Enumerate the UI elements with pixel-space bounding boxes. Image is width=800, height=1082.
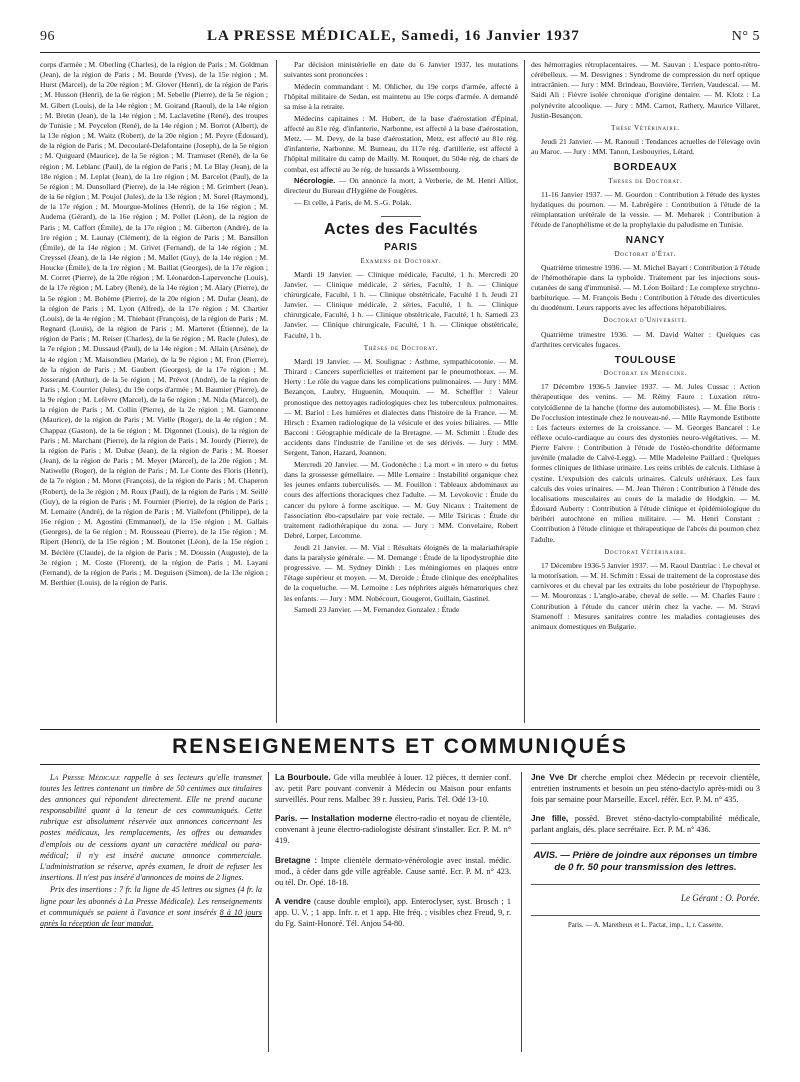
subheading-nancy: Doctorat d'État. [614, 250, 677, 258]
column-facultes [531, 60, 760, 723]
journal-title: LA PRESSE MÉDICALE, Samedi, 16 Janvier 1937 [207, 28, 580, 44]
ad-text: Impte clientèle dermato-vénérologie avec instal. médic. mod., à céder dans gde ville agréable. Cause santé. Ecr. P. M. n° 423. ou tél. Dr. Opé. 18-18. [275, 855, 511, 887]
section-rule [40, 764, 760, 765]
examens-text: Mardi 19 Janvier. — Clinique médicale, Faculté, 1 h. Mercredi 20 Janvier. — Clinique médicale, 2 séries, Faculté, 1 h. — Clinique chirurgicale, Faculté, 1 h. — Clinique obstétricale, Faculté 1 h. Jeudi 21 Janvier. — Clinique médicale, 2 séries, Faculté, 1 h. — Clinique chirurgicale, Faculté, 1 h. — Clinique obstétricale, Faculté, 1 h. Samedi 23 Janvier. — Clinique chirurgicale, Faculté, 1 h. — Clinique obstétricale, Faculté, 1 h. [284, 269, 518, 340]
nancy-text-2: Quatrième trimestre 1936. — M. David Walter : Quelques cas d'arthrites cervicales fugaces. [531, 329, 760, 349]
separator [381, 216, 421, 217]
ad-text: électro-radio et noyau de clientèle, convenant à jeune électro-radiologiste désirant s'installer. Ecr. P. M. n° 419. [275, 814, 511, 846]
vet-text: Jeudi 21 Janvier. — M. Ranouil : Tendances actuelles de l'élevage ovin au Maroc. — Jury : MM. Tanon, Lesbouyries, Létard. [531, 137, 760, 157]
subheading-toulouse-2: Doctorat Vétérinaire. [604, 548, 687, 556]
issue-number: N° 5 [731, 29, 760, 44]
ad-label: Jne Vve Dr [531, 773, 578, 782]
promotions-text: corps d'armée ; M. Oberling (Charles), de la région de Paris ; M. Goldman (Jean), de la région de Paris ; M. Bourde (Yves), de la 15e région ; M. Hurst (Marcel), de la 20e région ; M. Glover (Henri), de la région de Paris ; M. Husson (Henri), de la 6e région ; M. Sebelle (Pierre), de la 5e région ; M. Gibert (Louis), de la 14e région ; M. Goirand (Raoul), de la 14e région ; M. Bretin (Jean), de la 14e région ; M. Laclavetine (René), des troupes de Tunisie ; M. Peycelon (René), de la 14e région ; M. Borrot (Albert), de la 13e région ; M. Waitz (Robert), de la 20e région ; M. Peyre (Édouard), de la région de Paris ; M. Decoularé-Delafontaine (Joseph), de la 5e région ; M. Quiguard (Maurice), de la 5e région ; M. Tramuset (René), de la 6e région ; M. Leblanc (Paul), de la région de Paris ; M. Le Blay (Jean), de la 18e région ; M. Leplat (Jean), de la 1re région ; M. Barcelot (Paul), de la 5e région ; M. Dunsollard (Pierre), de la 14e région ; M. Grimbert (Jean), de la 6e région ; M. Poujol (Jules), de la 13e région ; M. Sorel (Raymond), de la 17e région ; M. Mourgue-Molines (Henri), de la 16e région ; M. Audema (Gérard), de la 16e région ; M. Pollet (Léon), de la région de Paris ; M. Caffort (Émile), de la 17e région ; M. Giberton (André), de la 1re région ; M. Launay (Clément), de la région de Paris ; M. Bansillon (Émile), de la 14e région ; M. Grivet (Fernand), de la 14e région ; M. Creyssel (Jean), de la 14e région ; M. Mallet (Guy), de la 14e région ; M. Houcke (Émile), de la 1re région ; M. Baillat (Georges), de la 17e région ; M. Corret (Pierre), de la 20e région ; M. Léonardon-Lapervenche (Louis), de la 17e région ; M. Labry (René), de la 14e région ; M. Alary (Pierre), de la 5e région ; M. Bohème (Pierre), de la 20e région ; M. Dufar (Jean), de la région de Paris ; M. Lyon (Alfred), de la 17e région ; M. Chartier (Louis), de la 4e région ; M. Thiebaut (François), de la région de Paris ; M. Regnard (Louis), de la région de Paris ; M. Marteret (Étienne), de la région de Paris ; M. Reiser (Charles), de la 6e région ; M. Racle (Jules), de la 7e région ; M. Dussaud (Paul), de la 14e région ; M. Allain (Arsène), de la 4e région ; M. Maisondieu (Marie), de la 9e région ; M. Fron (Pierre), de la région de Paris ; M. Gaubert (Georges), de la 17e région ; M. Josserand (Arthur), de la 5e région ; M. Prévot (André), de la région de Paris ; M. Courrier (Jules), du 19e corps d'armée ; M. Baumier (Pierre), de la 9e région ; M. Lefèvre (Marcel), de la 6e région ; M. Nida (Marcel), de la région de Paris ; M. Collin (Pierre), de la 2e région ; M. Gamonne (Maurice), de la région de Paris ; M. Vielle (Roger), de la 4e région ; M. Chappaz (Gaston), de la 6e région ; M. Digonnet (Louis), de la région de Paris ; M. Marchant (Pierre), de la région de Paris ; M. Jourdy (Pierre), de la région de Paris ; M. Dubar (Jean), de la région de Paris ; M. Roeser (Jean), de la région de Paris ; M. Meyer (Marcel), de la 20e région ; M. Natiwelle (Roger), de la région de Paris ; M. Le Conte des Floris (Henri), de la 7e région ; M. Moret (François), de la région de Paris ; M. Chaperon (Robert), de la 3e région ; M. Roux (Paul), de la région de Paris ; M. Seillé (Guy), de la région de Paris ; M. Fournier (Pierre), de la région de Paris ; M. Lemaire (André), de la région de Paris ; M. Viallefont (Philippe), de la 16e région ; M. Agostini (Emmanuel), de la 15e région ; M. Gallais (Georges), de la 6e région ; M. Rousseau (Pierre), de la 15e région ; M. Ripert (Henri), de la 15e région ; M. Boutonet (Léon), de la 15e région ; M. Béclère (Claude), de la région de Paris ; M. Doussin (Auguste), de la 3e région ; M. Coste (Florent), de la région de Paris ; M. Layani (Fernand), de la région de Paris ; M. Deguison (Simon), de la 13e région ; M. Berthier (Louis), de la région de Paris. [40, 60, 268, 587]
theses-text-1: Mardi 19 Janvier. — M. Soulignac : Asthme, sympathicotonie. — M. Thirard : Cancers superficielles et traitement par le pneumothorax. — M. Herty : Le rôle du vague dans les complications pulmonaires. — Jury : MM. Bezançon, Laubry, Huguenin, Mouquin. — M. Scheffler : Valeur pronostique des nettoyages radiologiques chez les tuberculeux pulmonaires. — M. Bariol : Les lumières et dialectes dans l'histoire de la France. — M. Hirsch : Examen radiologique de la vésicule et des voies biliaires. — Mlle Bacconi : Géographie médicale de la Bretagne. — M. Schmitt : Étude des accidents dans l'industrie de l'aniline et de ses dérivés. — Jury : MM. Sergent, Tanon, Hazard, Joannon. [284, 356, 518, 458]
ad-label: Jne fille, [531, 814, 569, 824]
city-bordeaux: BORDEAUX [613, 162, 678, 174]
notice-column [40, 772, 262, 1052]
ad-label: Bretagne : [275, 855, 318, 865]
theses-text-4: Samedi 23 Janvier. — M. Fernandez Gonzalez : Étude [294, 605, 460, 615]
column-divider [268, 772, 269, 1052]
theses-text-3: Jeudi 21 Janvier. — M. Vial : Résultats éloignés de la malariathérapie dans la paralysie générale. — M. Demange : Étude de la lipodystrophie dite progressive. — M. Sydney Dinkh : Les méningiomes en plaques entre l'étage supérieur et moyen. — M. Deroide : Étude clinique des encéphalites de la coqueluche. — M. Lemoine : Les néphrites aiguës hématuriques chez les enfants. — Jury : MM. Nobécourt, Gougerot, Guillain, Gastinel. [284, 542, 518, 603]
section-title-actes: Actes des Facultés [324, 221, 478, 239]
toulouse-text-2: 17 Décembre 1936-5 Janvier 1937. — M. Raoul Dautriac : Le cheval et la motorisation. — M. H. Schmitt : Essai de traitement de la coprostase des carnivores et du cheval par les extraits du lobe postérieur de l'hypophyse. — M. Mouronzas : L'anglo-arabe, cheval de selle. — M. Charles Faure : Contribution à l'étude du cancer utérin chez la vache. — M. Stravi Stamenoff : Mesures sanitaires contre les maladies contagieuses des animaux domestiques en Bulgarie. [531, 560, 760, 631]
city-nancy: NANCY [625, 235, 666, 247]
mutations-intro: Par décision ministérielle en date du 6 Janvier 1937, les mutations suivantes sont prononcées : [284, 60, 518, 80]
notice-brand: La Presse Médicale [50, 773, 120, 782]
section-rule [40, 729, 760, 730]
subheading-vet: Thèse Vétérinaire. [611, 124, 680, 132]
ad-label: La Bourboule. [275, 773, 331, 782]
prices-underlined: 8 à 10 jours après la réception de leur mandat. [40, 907, 262, 928]
toulouse-text: 17 Décembre 1936-5 Janvier 1937. — M. Jules Cussac : Action thérapeutique des venins. — M. Rémy Faure : Luxation rétro-cotyloïdienne de la hanche (forme des automobilistes). — M. Élie Boris : De l'occlusion intestinale chez le nouveau-né. — Mlle Raymonde Estibotte : Les facteurs externes de la croissance. — M. Georges Bancarel : Le réflexe oculo-cardiaque au cours des dystonies neuro-végétatives. — M. Pierre Faivre : Contribution à l'étude de l'ostéo-chondrite déformante juvénile (maladie de Calvé-Legg). — Mlle Madeleine Paillard : Quelques formes cliniques de lithiase urinaire. Les reins criblés de calculs. Lithiase à cystine. L'expulsion des calculs urinaires. Calculs urétéraux. Les faux calculs des voies urinaires. — M. Jean Théron : Contribution à l'étude des localisations musculaires au cours de la maladie de Hodgkin. — M. Édouard Auberty : Contribution à l'étude clinique et épidémiologique du béribéri autochtone en milieu militaire. — M. Henri Constant : Contribution à l'étude clinique et thérapeutique de l'abcès du poumon chez l'adulte. [531, 382, 760, 544]
subheading-examens: Examens de Doctorat. [360, 257, 442, 265]
ads-column-2 [531, 772, 760, 1052]
subheading-toulouse: Doctorat en Médecine. [603, 370, 688, 378]
ad-text: (cause double emploi), app. Enteroclyser, syst. Brosch ; 1 app. U. V. ; 1 app. Infr. r. et 1 app. Hte fréq. ; visibles chez Freud, 9, r. du Fg. Saint-Honoré. Tél. Anjou 54-80. [275, 896, 511, 929]
necrologie-text-2: — Et celle, à Paris, de M. S.-G. Polak. [294, 198, 412, 208]
city-paris: PARIS [384, 242, 418, 254]
ad-label: Paris. — Installation moderne [275, 814, 393, 824]
theses-text-2: Mercredi 20 Janvier. — M. Godonèche : La mort « in utero » du fœtus dans la grossesse gémellaire. — Mlle Lemaire : Instabilité organique chez les jeunes enfants tuberculisés. — M. Fouillon : Tableaux abdominaux au cours des affections thoraciques chez l'adulte. — M. Levokovic : Étude du cancer du pylore à forme ascitique. — M. Guy Nicaux : Traitement de l'association ébo-capsulaire par voie rectale. — Mlle Tsiricas : Étude du traitement radiothérapique du zona. — Jury : MM. Convelaire, Robert Debré, Lœper, Lecomme. [284, 459, 518, 541]
column-divider [524, 60, 525, 723]
subheading-theses: Thèses de Doctorat. [363, 344, 439, 352]
necrologie-label: Nécrologie. [294, 176, 336, 186]
column-actes [284, 60, 518, 723]
mutations-commandant: Médecin commandant : M. Ohlicher, du 19e corps d'armée, affecté à l'hôpital militaire de Sedan, est maintenu au 19e corps d'armée. A demandé sa mise à la retraite. [284, 81, 518, 112]
theses-continued: des hémorragies rétroplacentaires. — M. Sauvan : L'espace ponto-rétro-cérébelleux. — M. Desvignes : Syndrome de compression du nerf optique intracrânien. — Jury : MM. Brindeau, Bouvière, Terrien, Vaudescal. — M. Saidi Ali : Fièvre isolée chronique d'origine dentaire. — M. Klotz : La polynévrite alcoolique. — Jury : MM. Carnot, Rathery, Maurice Villaret, Justin-Besançon. [531, 60, 760, 120]
prices-text: Prix des insertions : 7 fr. la ligne de 45 lettres ou signes (4 fr. la ligne pour les abonnés à La Presse Médicale). Les renseignements et communiqués se paient à l'avance et sont insérés [40, 885, 262, 917]
subheading-nancy-2: Doctorat d'Université. [603, 317, 688, 325]
subheading-bordeaux: Thèses de Doctorat. [608, 177, 683, 185]
printer-line: Paris. — A. Maretheux et L. Pactat, imp., 1, r. Cassette. [567, 920, 724, 929]
column-divider [521, 772, 522, 1052]
ad-label: A vendre [275, 896, 311, 906]
necrologie-text: — On annonce la mort, à Verberie, de M. Henri Alliot, directeur du Bureau d'Hygiène de Fougères. [284, 176, 518, 196]
notice-text: rappelle à ses lecteurs qu'elle transmet toutes les lettres contenant un timbre de 50 centimes aux titulaires des annonces qui répondent directement. Elle ne prend aucune responsabilité quant à la teneur de ces communiqués. Cette rubrique est absolument réservée aux annonces concernant les postes médicaux, les remplacements, les offres ou demandes d'emplois ou de cessions ayant un caractère médical ou para-médical; il n'y est inséré aucune annonce commerciale. L'administration se réserve, après examen, le droit de refuser les insertions. Il n'est pas inséré d'annonces de moins de 2 lignes. [40, 773, 262, 882]
gerant-signature: Le Gérant : O. Porée. [681, 893, 760, 904]
column-promotions [40, 60, 268, 723]
header-rule [40, 52, 760, 53]
nancy-text: Quatrième trimestre 1936. — M. Michel Bayart : Contribution à l'étude de l'hémothérapie dans la typhoïde. Traitement par les injections sous-cutanées de sang d'immunisé. — M. Léon Boilard : Le complexe strychno-barbiturique. — M. François Bedu : Contribution à l'étude des diverticules du duodénum. Leurs rapports avec les affections hépatobiliaires. [531, 262, 760, 313]
page-header [40, 28, 760, 50]
column-divider [276, 60, 277, 723]
city-toulouse: TOULOUSE [614, 354, 677, 366]
mutations-capitaines: Médecins capitaines : M. Hubert, de la base d'aérostation d'Épinal, affecté au 81e rég. d'infanterie, Narbonne, est affecté à la base d'aérostation, Metz. — M. Devy, de la base d'aérostation, Metz, est affecté au 81e rég. d'infanterie, Narbonne. M. Bumeau, du 117e rég. d'artillerie, est affecté à l'hôpital militaire du camp de Mailly. M. Rouquet, du 504e rég. de chars de combat, est affecté au 3e rég. de hussards à Wissembourg. [284, 113, 518, 174]
ad-text: Gde villa meublée à louer. 12 pièces, tt dernier conf. av. petit Parc pouvant convenir à Médecin ou Maison pour enfants surveillés. Pour rens. Malbec 39 r. Jussieu, Paris. Tél. Odé 13-10. [275, 773, 511, 805]
ad-text: cherche emploi chez Médecin pr recevoir clientèle, entretien instruments et besoin un peu sténo-dactylo après-midi ou 3 fois par semaine pour Marseille. Excel. référ. Ecr. P. M. n° 435. [531, 773, 760, 805]
ads-column [275, 772, 511, 1052]
section-title-renseignements: RENSEIGNEMENTS ET COMMUNIQUÉS [172, 735, 628, 758]
page-number: 96 [40, 29, 55, 44]
ad-text: possèd. Brevet sténo-dactylo-comptabilité médicale, parlant anglais, dés. place secrétaire. Ecr. P. M. n° 436. [531, 814, 760, 835]
avis-notice: AVIS. — Prière de joindre aux réponses un timbre de 0 fr. 50 pour transmission des lettres. [533, 850, 758, 874]
bordeaux-text: 11-16 Janvier 1937. — M. Gourdon : Contribution à l'étude des kystes hydatiques du poumon. — M. Labrègère : Contribution à l'étude de la réimplantation urétérale de la vessie. — M. Mebarek : Contribution à l'étude de l'anophélisme et de la prophylaxie du paludisme en Tunisie. [531, 189, 760, 230]
